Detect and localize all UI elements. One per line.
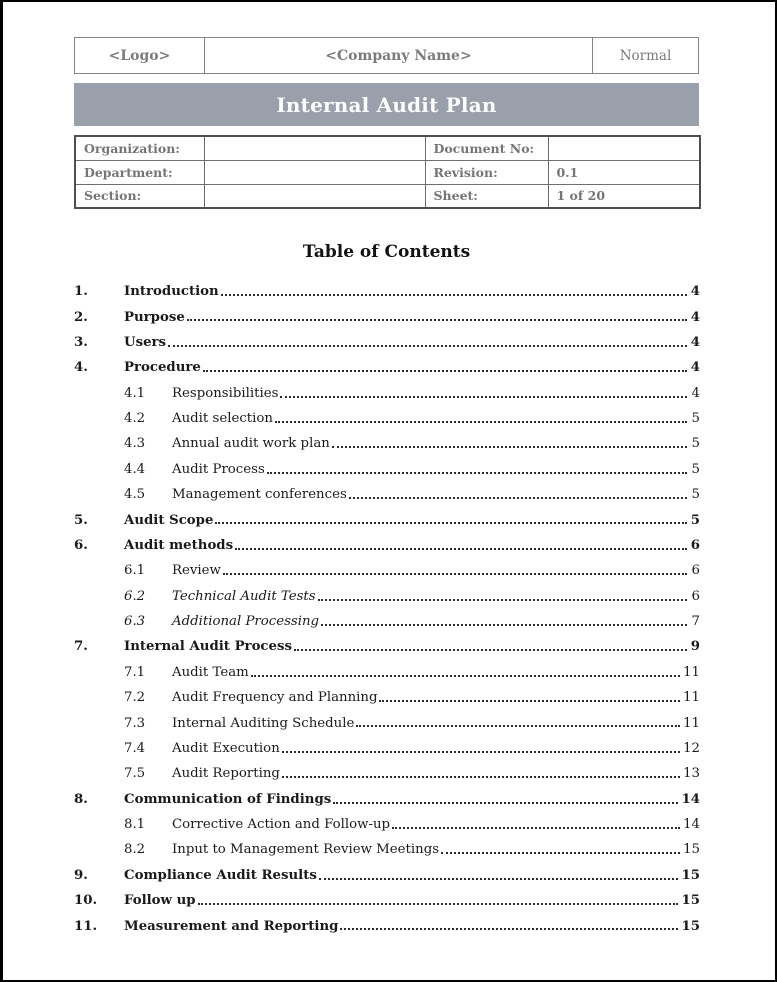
toc-entry-page: 11 — [683, 690, 700, 706]
toc-entry[interactable] — [74, 431, 700, 456]
toc-entry-page: 11 — [683, 715, 700, 731]
dot-leader — [235, 533, 687, 550]
toc-entry-page: 6 — [691, 563, 700, 579]
sheet-value: 1 of 20 — [548, 184, 700, 208]
toc-entry[interactable] — [74, 660, 700, 685]
toc-entry-title: Follow up — [124, 893, 196, 909]
toc-entry[interactable] — [74, 406, 700, 431]
table-row — [75, 184, 700, 208]
toc-heading: Table of Contents — [302, 242, 471, 262]
toc-entry-page: 13 — [683, 766, 700, 782]
toc-entry-number: 11. — [74, 918, 98, 934]
toc-entry[interactable] — [74, 710, 700, 735]
toc-entry[interactable] — [74, 279, 700, 304]
toc-entry-title: Audit Team — [172, 664, 249, 680]
toc-entry-title: Audit Scope — [124, 512, 214, 528]
header-table — [74, 37, 699, 74]
dot-leader — [282, 736, 680, 753]
dot-leader — [349, 482, 687, 499]
revision-label: Revision: — [425, 160, 548, 184]
info-table — [74, 135, 701, 209]
toc-entry-number: 4.2 — [124, 411, 146, 427]
toc-entry-page: 12 — [683, 740, 700, 756]
dot-leader — [340, 913, 678, 930]
dot-leader — [282, 761, 680, 778]
toc-entry-title: Audit methods — [124, 537, 234, 553]
toc-entry[interactable] — [74, 863, 700, 888]
toc-entry[interactable] — [74, 837, 700, 862]
toc-entry[interactable] — [74, 787, 700, 812]
toc-entry-title: Management conferences — [172, 487, 347, 503]
toc-entry[interactable] — [74, 355, 700, 380]
toc-entry-number: 10. — [74, 893, 98, 909]
organization-label: Organization: — [75, 136, 204, 160]
toc-entry-page: 11 — [683, 664, 700, 680]
table-row — [75, 136, 700, 160]
document-title: Internal Audit Plan — [276, 92, 497, 117]
toc-entry-number: 4.1 — [124, 385, 146, 401]
toc-entry-title: Purpose — [124, 309, 185, 325]
toc-entry-number: 4.3 — [124, 436, 146, 452]
section-value[interactable] — [204, 184, 425, 208]
toc-entry-page: 4 — [690, 284, 700, 300]
toc-entry-page: 9 — [690, 639, 700, 655]
toc-entry-title: Input to Management Review Meetings — [172, 842, 440, 858]
toc-entry-number: 6.3 — [124, 614, 146, 630]
dot-leader — [187, 304, 687, 321]
toc-entry-number: 8. — [74, 791, 88, 807]
table-row — [75, 160, 700, 184]
toc-entry-page: 15 — [681, 918, 700, 934]
toc-entry-page: 6 — [690, 537, 700, 553]
toc-entry-number: 2. — [74, 309, 88, 325]
toc-entry-title: Corrective Action and Follow-up — [172, 817, 391, 833]
toc-entry[interactable] — [74, 457, 700, 482]
dot-leader — [168, 330, 687, 347]
toc-entry-number: 8.2 — [124, 842, 146, 858]
logo-cell: <Logo> — [75, 38, 205, 73]
dot-leader — [318, 584, 687, 601]
toc-entry[interactable] — [74, 685, 700, 710]
dot-leader — [275, 406, 687, 423]
toc-entry-title: Procedure — [124, 360, 201, 376]
toc-entry-title: Annual audit work plan — [172, 436, 330, 452]
toc-entry-page: 15 — [681, 893, 700, 909]
dot-leader — [319, 863, 679, 880]
toc-entry-title: Responsibilities — [172, 385, 279, 401]
toc-entry-title: Users — [124, 334, 167, 350]
toc-entry[interactable] — [74, 304, 700, 329]
toc-entry-number: 7.2 — [124, 690, 146, 706]
toc-entry-number: 4. — [74, 360, 88, 376]
department-value[interactable] — [204, 160, 425, 184]
dot-leader — [251, 660, 680, 677]
toc-entry-title: Audit Execution — [172, 740, 280, 756]
toc-entry-title: Measurement and Reporting — [124, 918, 339, 934]
toc-entry[interactable] — [74, 533, 700, 558]
toc-entry[interactable] — [74, 330, 700, 355]
toc-entry-number: 5. — [74, 512, 88, 528]
toc-entry-page: 15 — [683, 842, 700, 858]
toc-entry-number: 9. — [74, 867, 88, 883]
toc-entry-title: Audit Reporting — [172, 766, 280, 782]
department-label: Department: — [75, 160, 204, 184]
toc-entry[interactable] — [74, 507, 700, 532]
toc-entry-number: 6.2 — [124, 588, 146, 604]
dot-leader — [223, 558, 687, 575]
toc-entry-page: 14 — [683, 817, 700, 833]
dot-leader — [332, 431, 687, 448]
toc-entry-title: Internal Auditing Schedule — [172, 715, 355, 731]
revision-value: 0.1 — [548, 160, 700, 184]
toc-entry-number: 7.5 — [124, 766, 146, 782]
toc-entry-number: 1. — [74, 284, 88, 300]
toc-entry-number: 7. — [74, 639, 88, 655]
toc-entry-page: 7 — [691, 614, 700, 630]
dot-leader — [356, 710, 680, 727]
organization-value[interactable] — [204, 136, 425, 160]
toc-entry-title: Communication of Findings — [124, 791, 332, 807]
toc-entry[interactable] — [74, 609, 700, 634]
toc-entry-number: 7.3 — [124, 715, 146, 731]
toc-entry[interactable] — [74, 584, 700, 609]
dot-leader — [321, 609, 687, 626]
toc-entry-page: 6 — [691, 588, 700, 604]
toc-entry[interactable] — [74, 913, 700, 938]
dot-leader — [294, 634, 687, 651]
toc-entry-title: Technical Audit Tests — [172, 588, 316, 604]
toc-entry-number: 4.5 — [124, 487, 146, 503]
toc-entry-page: 14 — [681, 791, 700, 807]
toc-entry-title: Audit Process — [172, 461, 265, 477]
section-label: Section: — [75, 184, 204, 208]
toc-entry-number: 3. — [74, 334, 88, 350]
classification-cell: Normal — [619, 47, 672, 64]
toc-entry-title: Audit selection — [172, 411, 273, 427]
toc-entry[interactable] — [74, 812, 700, 837]
toc-entry-page: 5 — [691, 436, 700, 452]
dot-leader — [333, 787, 678, 804]
toc-entry-title: Compliance Audit Results — [124, 867, 317, 883]
dot-leader — [267, 457, 687, 474]
dot-leader — [203, 355, 687, 372]
company-name-cell: <Company Name> — [205, 38, 593, 73]
toc-entry[interactable] — [74, 761, 700, 786]
toc-entry-number: 7.4 — [124, 740, 146, 756]
dot-leader — [379, 685, 680, 702]
toc-entry-page: 4 — [690, 334, 700, 350]
dot-leader — [441, 837, 680, 854]
toc-entry-number: 8.1 — [124, 817, 146, 833]
toc-entry[interactable] — [74, 558, 700, 583]
toc-entry-title: Review — [172, 563, 221, 579]
toc-entry[interactable] — [74, 381, 700, 406]
toc-entry-title: Audit Frequency and Planning — [172, 690, 378, 706]
toc-entry-title: Internal Audit Process — [124, 639, 292, 655]
toc-entry[interactable] — [74, 634, 700, 659]
toc-entry-page: 4 — [690, 309, 700, 325]
toc-entry-title: Introduction — [124, 284, 219, 300]
toc-entry-number: 6.1 — [124, 563, 146, 579]
title-banner — [74, 83, 699, 126]
dot-leader — [392, 812, 680, 829]
document-no-label: Document No: — [425, 136, 548, 160]
toc-entry-page: 5 — [691, 411, 700, 427]
sheet-label: Sheet: — [425, 184, 548, 208]
table-of-contents — [74, 279, 700, 939]
toc-entry-page: 5 — [690, 512, 700, 528]
toc-entry-page: 5 — [691, 461, 700, 477]
toc-entry[interactable] — [74, 482, 700, 507]
toc-entry-page: 4 — [690, 360, 700, 376]
dot-leader — [198, 888, 679, 905]
toc-entry-page: 15 — [681, 867, 700, 883]
toc-entry-number: 6. — [74, 537, 88, 553]
dot-leader — [280, 381, 687, 398]
toc-entry-number: 7.1 — [124, 664, 146, 680]
toc-entry-title: Additional Processing — [172, 614, 320, 630]
toc-entry-page: 4 — [691, 385, 700, 401]
document-no-value[interactable] — [548, 136, 700, 160]
dot-leader — [215, 507, 687, 524]
toc-entry[interactable] — [74, 736, 700, 761]
dot-leader — [221, 279, 687, 296]
toc-entry-page: 5 — [691, 487, 700, 503]
toc-entry-number: 4.4 — [124, 461, 146, 477]
toc-entry[interactable] — [74, 888, 700, 913]
